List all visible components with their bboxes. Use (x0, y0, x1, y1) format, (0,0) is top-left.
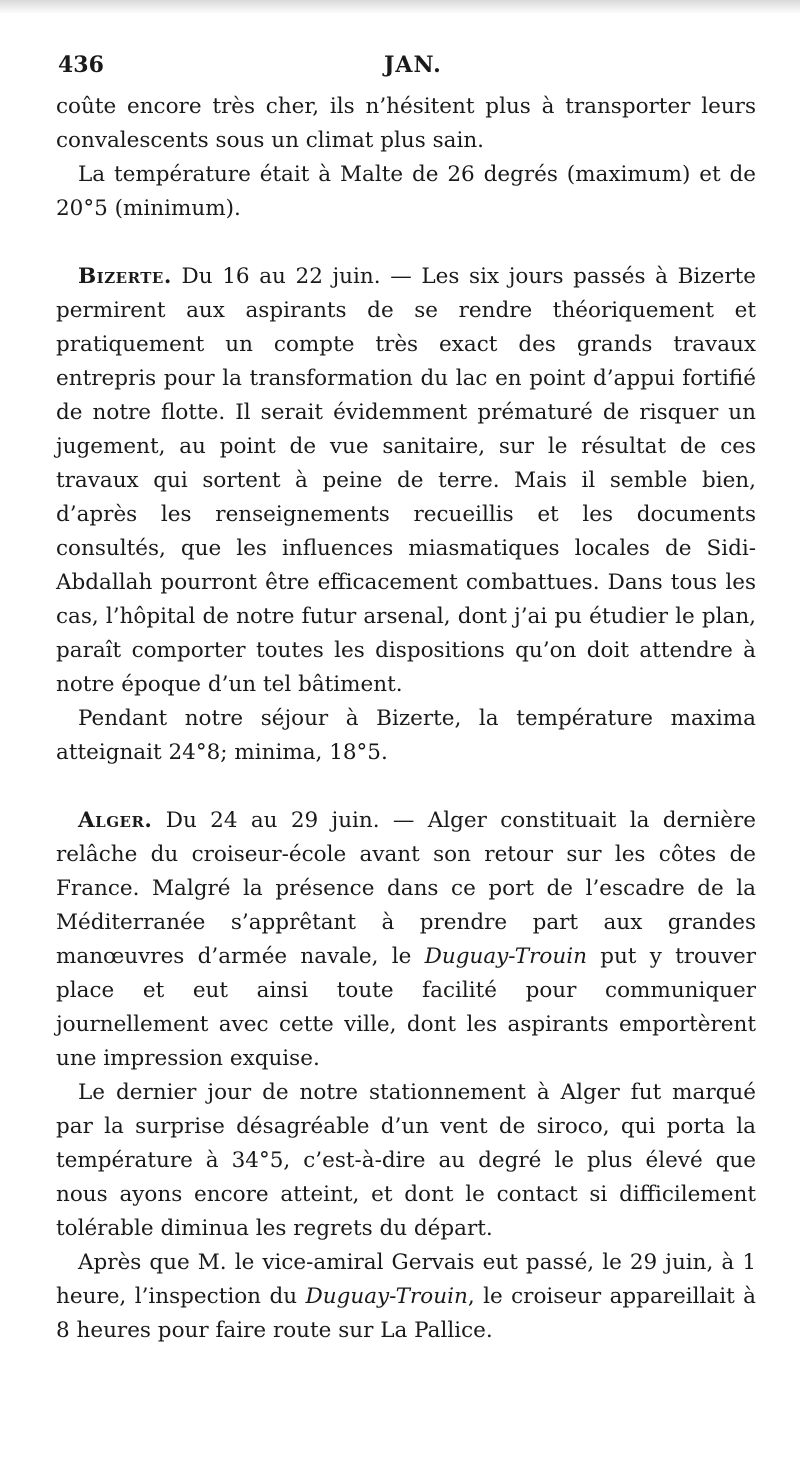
paragraph-alger (56, 804, 756, 1076)
paragraph-6: Le dernier jour de notre stationnement à Alger fut marqué par la surprise désagréable d’un vent de siroco, qui porta la température à 34°5, c’est-à-dire au degré le plus élevé que nous ayons encore atteint, et dont le contact si difficilement tolérable diminua les regrets du départ. (56, 1080, 756, 1241)
paragraph-7 (56, 1246, 756, 1348)
paragraph-2: La température était à Malte de 26 degrés (maximum) et de 20°5 (minimum). (56, 162, 756, 221)
paragraph-bizerte-text: Du 16 au 22 juin. — Les six jours passés à Bizerte permirent aux aspirants de se rendre théoriquement et pratiquement un compte très exact des grands travaux entrepris pour la transformation du lac en point d’appui fortifié de notre flotte. Il serait évidemment prématuré de risquer un jugement, au point de vue sanitaire, sur le résultat de ces travaux qui sortent à peine de terre. Mais il semble bien, d’après les renseignements recueillis et les documents consultés, que les influences miasmatiques locales de Sidi-Abdallah pourront être efficacement combattues. Dans tous les cas, l’hôpital de notre futur arsenal, dont j’ai pu étudier le plan, paraît comporter toutes les dispositions qu’on doit attendre à notre époque d’un tel bâtiment. (56, 264, 756, 697)
scan-edge-shadow (0, 0, 800, 14)
page-header (58, 52, 760, 82)
section-lead-alger: Alger. (78, 808, 153, 833)
ship-name: Duguay-Trouin (305, 1284, 468, 1309)
paragraph-7-text-b: , le croiseur appareillait à 8 heures pour faire route sur La Pallice. (56, 1284, 756, 1343)
paragraph-alger-text-a: Du 24 au 29 juin. — Alger constituait la dernière relâche du croiseur-école avant son retour sur les côtes de France. Malgré la présence dans ce port de l’escadre de la Méditerranée s’apprêtant à prendre part aux grandes manœuvres d’armée navale, le (56, 808, 756, 969)
paragraph-4: Pendant notre séjour à Bizerte, la température maxima atteignait 24°8; minima, 18°5. (56, 706, 756, 765)
page-number: 436 (58, 52, 104, 78)
paragraph-7-text-a: Après que M. le vice-amiral Gervais eut passé, le 29 juin, à 1 heure, l’inspection du (56, 1250, 756, 1309)
paragraph-bizerte (56, 260, 756, 702)
paragraph-1: coûte encore très cher, ils n’hésitent plus à transporter leurs convalescents sous un climat plus sain. (56, 94, 756, 153)
ship-name: Duguay-Trouin (424, 944, 587, 969)
paragraph-alger-text-b: put y trouver place et eut ainsi toute facilité pour communiquer journellement avec cette ville, dont les aspirants emportèrent une impression exquise. (56, 944, 756, 1071)
section-lead-bizerte: Bizerte. (78, 264, 172, 289)
body-text (56, 90, 756, 1348)
running-head: JAN. (384, 52, 442, 78)
